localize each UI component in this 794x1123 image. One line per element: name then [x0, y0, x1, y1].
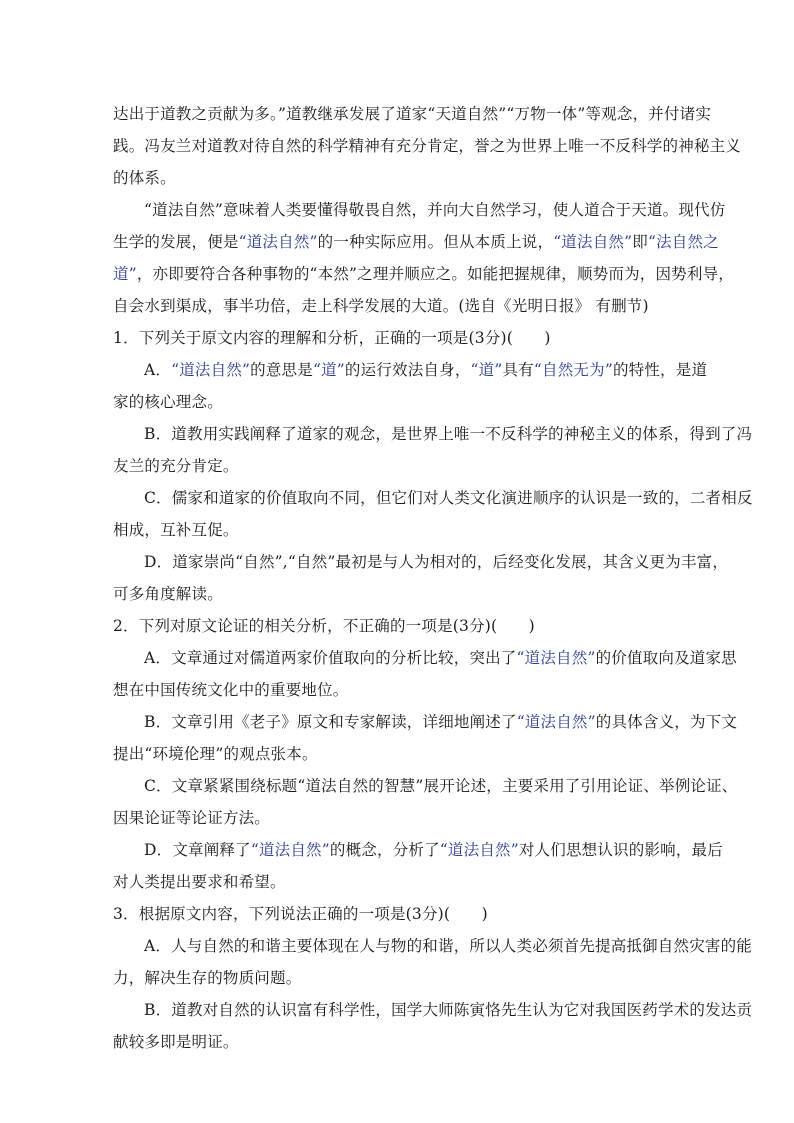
- passage-line: [113, 232, 719, 252]
- passage-text: ，亦即要符合各种事物的“本然”之理并顺应之。如能把握规律，顺势而为，因势利导，: [136, 265, 734, 283]
- option-text: 的具体含义，为下文: [595, 713, 738, 731]
- passage-line: 的体系。: [113, 169, 176, 187]
- option-text: 的特性，是道: [612, 361, 708, 379]
- quoted-term: “法自然之: [647, 233, 719, 251]
- q2-option-a: [144, 648, 737, 668]
- option-text: 具有: [502, 361, 534, 379]
- passage-line: “道法自然”意味着人类要懂得敬畏自然，并向大自然学习，使人道合于天道。现代仿: [144, 201, 726, 219]
- q3-option-b: B．道教对自然的认识富有科学性，国学大师陈寅恪先生认为它对我国医药学术的发达贡: [144, 1001, 753, 1019]
- quoted-term: “道法自然”: [516, 713, 596, 731]
- option-text: D．文章阐释了: [144, 841, 251, 859]
- q1-option-d-cont: 可多角度解读。: [113, 585, 223, 603]
- q1-option-d: D．道家崇尚“自然”,“自然”最初是与人为相对的，后经变化发展，其含义更为丰富，: [144, 553, 729, 571]
- question-2-stem: 2．下列对原文论证的相关分析，不正确的一项是(3分)( ): [113, 617, 535, 635]
- quoted-term: “道法自然”: [250, 841, 330, 859]
- q3-option-a-cont: 力，解决生存的物质问题。: [113, 969, 302, 987]
- passage-text: 生学的发展，便是: [113, 233, 239, 251]
- option-text: B．文章引用《老子》原文和专家解读，详细地阐述了: [144, 713, 517, 731]
- q2-option-d-cont: 对人类提出要求和希望。: [113, 873, 286, 891]
- option-text: 的概念，分析了: [329, 841, 440, 859]
- q2-option-d: [144, 840, 723, 860]
- q3-option-b-cont: 献较多即是明证。: [113, 1033, 239, 1051]
- q2-option-c: C．文章紧紧围绕标题“道法自然的智慧”展开论述，主要采用了引用论证、举例论证、: [144, 777, 738, 795]
- quoted-term: “自然无为”: [533, 361, 613, 379]
- q1-option-c-cont: 相成，互补互促。: [113, 521, 239, 539]
- option-label: A．: [144, 361, 172, 379]
- q3-option-a: A．人与自然的和谐主要体现在人与物的和谐，所以人类必须首先提高抵御自然灾害的能: [144, 937, 752, 955]
- option-text: 对人们思想认识的影响，最后: [518, 841, 723, 859]
- quoted-term: “道法自然”: [171, 361, 251, 379]
- quoted-term: “道”: [312, 361, 345, 379]
- option-text: 的意思是: [250, 361, 313, 379]
- q1-option-b-cont: 友兰的充分肯定。: [113, 457, 239, 475]
- passage-text: 的一种实际应用。但从本质上说，: [317, 233, 554, 251]
- question-3-stem: 3．根据原文内容，下列说法正确的一项是(3分)( ): [113, 905, 488, 923]
- q1-option-b: B．道教用实践阐释了道家的观念，是世界上唯一不反科学的神秘主义的体系，得到了冯: [144, 425, 753, 443]
- quoted-term: “道法自然”: [238, 233, 318, 251]
- quoted-term: “道法自然”: [516, 649, 596, 667]
- passage-line: 践。冯友兰对道教对待自然的科学精神有充分肯定，誉之为世界上唯一不反科学的神秘主义: [113, 137, 742, 155]
- quoted-term: “道”: [470, 361, 503, 379]
- q1-option-a: [144, 360, 707, 380]
- option-text: 的价值取向及道家思: [595, 649, 737, 667]
- quoted-term: “道法自然”: [439, 841, 519, 859]
- passage-line: 自会水到渠成，事半功倍，走上科学发展的大道。(选自《光明日报》 有删节): [113, 297, 649, 315]
- q1-option-a-cont: 家的核心理念。: [113, 393, 223, 411]
- passage-line: [113, 264, 734, 284]
- question-1-stem: 1．下列关于原文内容的理解和分析，正确的一项是(3分)( ): [113, 329, 551, 347]
- q2-option-a-cont: 想在中国传统文化中的重要地位。: [113, 681, 349, 699]
- quoted-term: “道法自然”: [553, 233, 633, 251]
- q2-option-b: [144, 712, 737, 732]
- passage-line: 达出于道教之贡献为多。”道教继承发展了道家“天道自然”“万物一体”等观念，并付诸实: [113, 105, 712, 123]
- passage-text: 即: [632, 233, 648, 251]
- q2-option-c-cont: 因果论证等论证方法。: [113, 809, 271, 827]
- option-text: A．文章通过对儒道两家价值取向的分析比较，突出了: [144, 649, 517, 667]
- q2-option-b-cont: 提出“环境伦理”的观点张本。: [113, 745, 318, 763]
- option-text: 的运行效法自身，: [344, 361, 471, 379]
- quoted-term: 道”: [113, 265, 137, 283]
- q1-option-c: C．儒家和道家的价值取向不同，但它们对人类文化演进顺序的认识是一致的，二者相反: [144, 489, 753, 507]
